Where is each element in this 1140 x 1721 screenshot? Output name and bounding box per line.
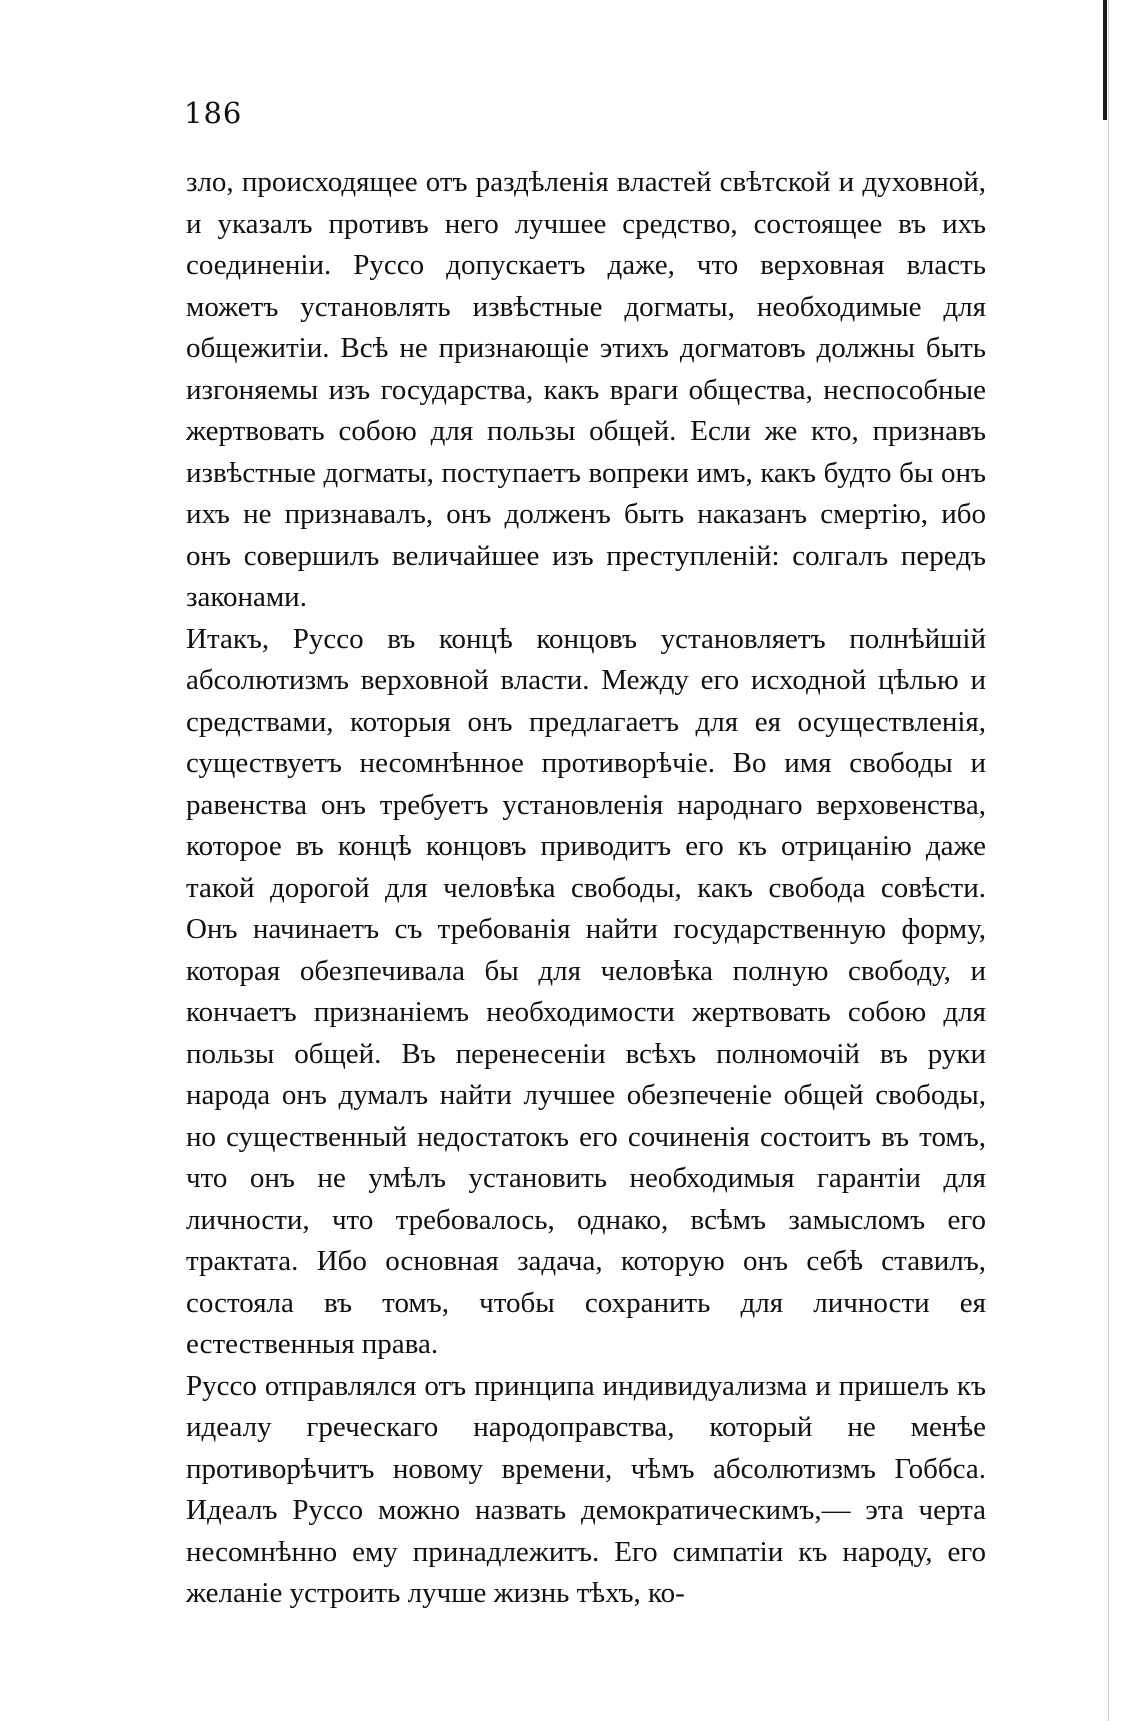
page-edge-mark: [1103, 0, 1107, 120]
paragraph-1: зло, происходящее отъ раздѣленія властей свѣтской и духовной, и указалъ противъ него лучшее средство, состоящее въ ихъ соединеніи. Руссо допускаетъ даже, что верховная власть можетъ установлять извѣстные догматы, необходимые для общежитіи. Всѣ не признающіе этихъ догматовъ должны быть изгоняемы изъ государства, какъ враги общества, неспособные жертвовать собою для пользы общей. Если же кто, признавъ извѣстные догматы, поступаетъ вопреки имъ, какъ будто бы онъ ихъ не признавалъ, онъ долженъ быть наказанъ смертію, ибо онъ совершилъ величайшее изъ преступленій: солгалъ передъ законами.: [186, 166, 986, 613]
paragraph-3: Руссо отправлялся отъ принципа индивидуализма и пришелъ къ идеалу греческаго народоправства, который не менѣе противорѣчитъ новому времени, чѣмъ абсолютизмъ Гоббса. Идеалъ Руссо можно назвать демократическимъ,— эта черта несомнѣнно ему принадлежитъ. Его симпатіи къ народу, его желаніе устроить лучше жизнь тѣхъ, ко-: [186, 1369, 986, 1609]
page-edge-shadow: [1108, 0, 1109, 1721]
body-text: [186, 162, 986, 1615]
page-number: 186: [184, 96, 243, 130]
paragraph-2: Итакъ, Руссо въ концѣ концовъ установляетъ полнѣйшій абсолютизмъ верховной власти. Между его исходной цѣлью и средствами, которыя онъ предлагаетъ для ея осуществленія, существуетъ несомнѣнное противорѣчіе. Во имя свободы и равенства онъ требуетъ установленія народнаго верховенства, которое въ концѣ концовъ приводитъ его къ отрицанію даже такой дорогой для человѣка свободы, какъ свобода совѣсти. Онъ начинаетъ съ требованія найти государственную форму, которая обезпечивала бы для человѣка полную свободу, и кончаетъ признаніемъ необходимости жертвовать собою для пользы общей. Въ перенесеніи всѣхъ полномочій въ руки народа онъ думалъ найти лучшее обезпеченіе общей свободы, но существенный недостатокъ его сочиненія состоитъ въ томъ, что онъ не умѣлъ установить необходимыя гарантіи для личности, что требовалось, однако, всѣмъ замысломъ его трактата. Ибо основная задача, которую онъ себѣ ставилъ, состояла въ томъ, чтобы сохранить для личности ея естественныя права.: [186, 622, 986, 1360]
